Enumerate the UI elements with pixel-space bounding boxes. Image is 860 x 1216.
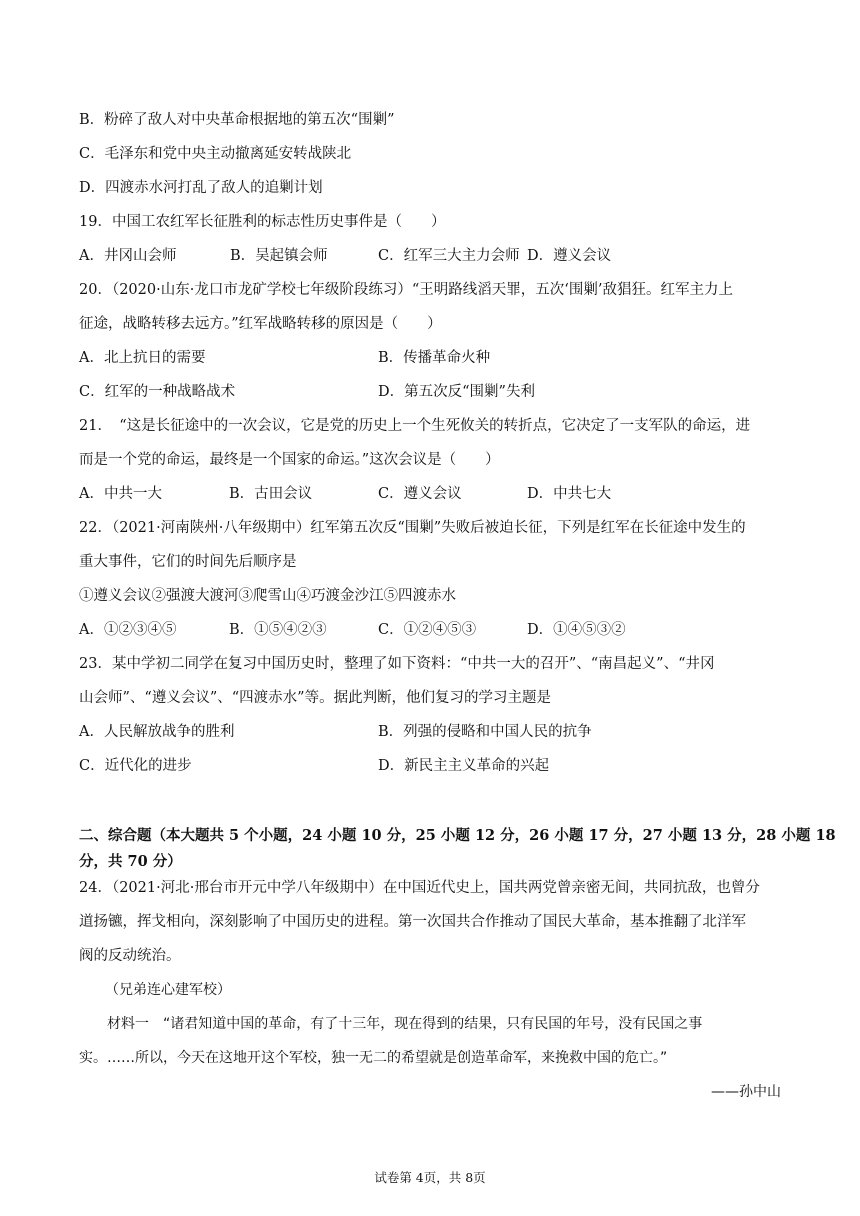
q21-option-d: D．中共七大	[527, 486, 612, 502]
q23-option-a: A．人民解放战争的胜利	[79, 724, 235, 740]
q21-option-a: A．中共一大	[79, 486, 162, 502]
q24-stem-line1: 24．（2021·河北·邢台市开元中学八年级期中）在中国近代史上，国共两党曾亲密无间，共同抗敌，也曾分	[79, 880, 760, 896]
q22-stem-line1: 22．（2021·河南陕州·八年级期中）红军第五次反“围剿”失败后被迫长征，下列是红军在长征途中发生的	[79, 520, 746, 536]
section2-heading-line1: 二、综合题（本大题共 5 个小题，24 小题 10 分，25 小题 12 分，26 小题 17 分，27 小题 13 分，28 小题 18	[79, 827, 836, 844]
q20-option-a: A．北上抗日的需要	[79, 350, 206, 366]
q24-stem-line2: 道扬镳，挥戈相向，深刻影响了中国历史的进程。第一次国共合作推动了国民大革命，基本推翻了北洋军	[79, 914, 746, 930]
q22-option-b: B．①⑤④②③	[229, 622, 327, 638]
q19-option-c: C．红军三大主力会师	[378, 248, 520, 264]
q19-option-d: D．遵义会议	[527, 248, 612, 264]
q22-option-d: D．①④⑤③②	[527, 622, 626, 638]
q23-stem-line1: 23．某中学初二同学在复习中国历史时，整理了如下资料：“中共一大的召开”、“南昌起义”、“井冈	[79, 656, 715, 672]
q19-option-a: A．井冈山会师	[79, 248, 177, 264]
q18-option-d: D．四渡赤水河打乱了敌人的追剿计划	[79, 180, 323, 196]
q21-stem-line1: 21． “这是长征途中的一次会议，它是党的历史上一个生死攸关的转折点，它决定了一支军队的命运，进	[79, 418, 751, 434]
q23-stem-line2: 山会师”、“遵义会议”、“四渡赤水”等。据此判断，他们复习的学习主题是	[79, 690, 552, 706]
q20-stem-line1: 20．（2020·山东·龙口市龙矿学校七年级阶段练习）“王明路线滔天罪，五次‘围剿’敌猖狂。红军主力上	[79, 282, 733, 298]
q20-stem-line2: 征途，战略转移去远方。”红军战略转移的原因是（ ）	[79, 316, 442, 332]
q24-material1-line1: 材料一 “诸君知道中国的革命，有了十三年，现在得到的结果，只有民国的年号，没有民国之事	[107, 1016, 703, 1032]
q23-option-b: B．列强的侵略和中国人民的抗争	[378, 724, 592, 740]
q18-option-b: B．粉碎了敌人对中央革命根据地的第五次“围剿”	[79, 112, 395, 128]
page-footer: 试卷第 4页，共 8页	[374, 1170, 486, 1185]
q20-option-d: D．第五次反“围剿”失利	[378, 384, 535, 400]
q19-stem: 19．中国工农红军长征胜利的标志性历史事件是（ ）	[79, 214, 446, 230]
q21-option-c: C．遵义会议	[378, 486, 462, 502]
q23-option-c: C．近代化的进步	[79, 758, 192, 774]
q24-attribution: ——孙中山	[711, 1084, 781, 1100]
q20-option-b: B．传播革命火种	[378, 350, 491, 366]
section2-heading-line2: 分，共 70 分）	[79, 853, 182, 870]
q22-option-a: A．①②③④⑤	[79, 622, 177, 638]
q19-option-b: B．吴起镇会师	[230, 248, 328, 264]
q22-events: ①遵义会议②强渡大渡河③爬雪山④巧渡金沙江⑤四渡赤水	[79, 588, 456, 604]
q21-stem-line2: 而是一个党的命运，最终是一个国家的命运。”这次会议是（ ）	[79, 452, 500, 468]
q23-option-d: D．新民主主义革命的兴起	[378, 758, 550, 774]
q18-option-c: C．毛泽东和党中央主动撤离延安转战陕北	[79, 146, 352, 162]
q24-stem-line3: 阀的反动统治。	[79, 948, 181, 964]
q22-option-c: C．①②④⑤③	[378, 622, 477, 638]
q22-stem-line2: 重大事件，它们的时间先后顺序是	[79, 554, 297, 570]
q24-material1-line2: 实。……所以，今天在这地开这个军校，独一无二的希望就是创造革命军，来挽救中国的危亡。”	[79, 1050, 668, 1066]
q24-subtitle: （兄弟连心建军校）	[105, 982, 231, 998]
q20-option-c: C．红军的一种战略战术	[79, 384, 236, 400]
q21-option-b: B．古田会议	[229, 486, 313, 502]
